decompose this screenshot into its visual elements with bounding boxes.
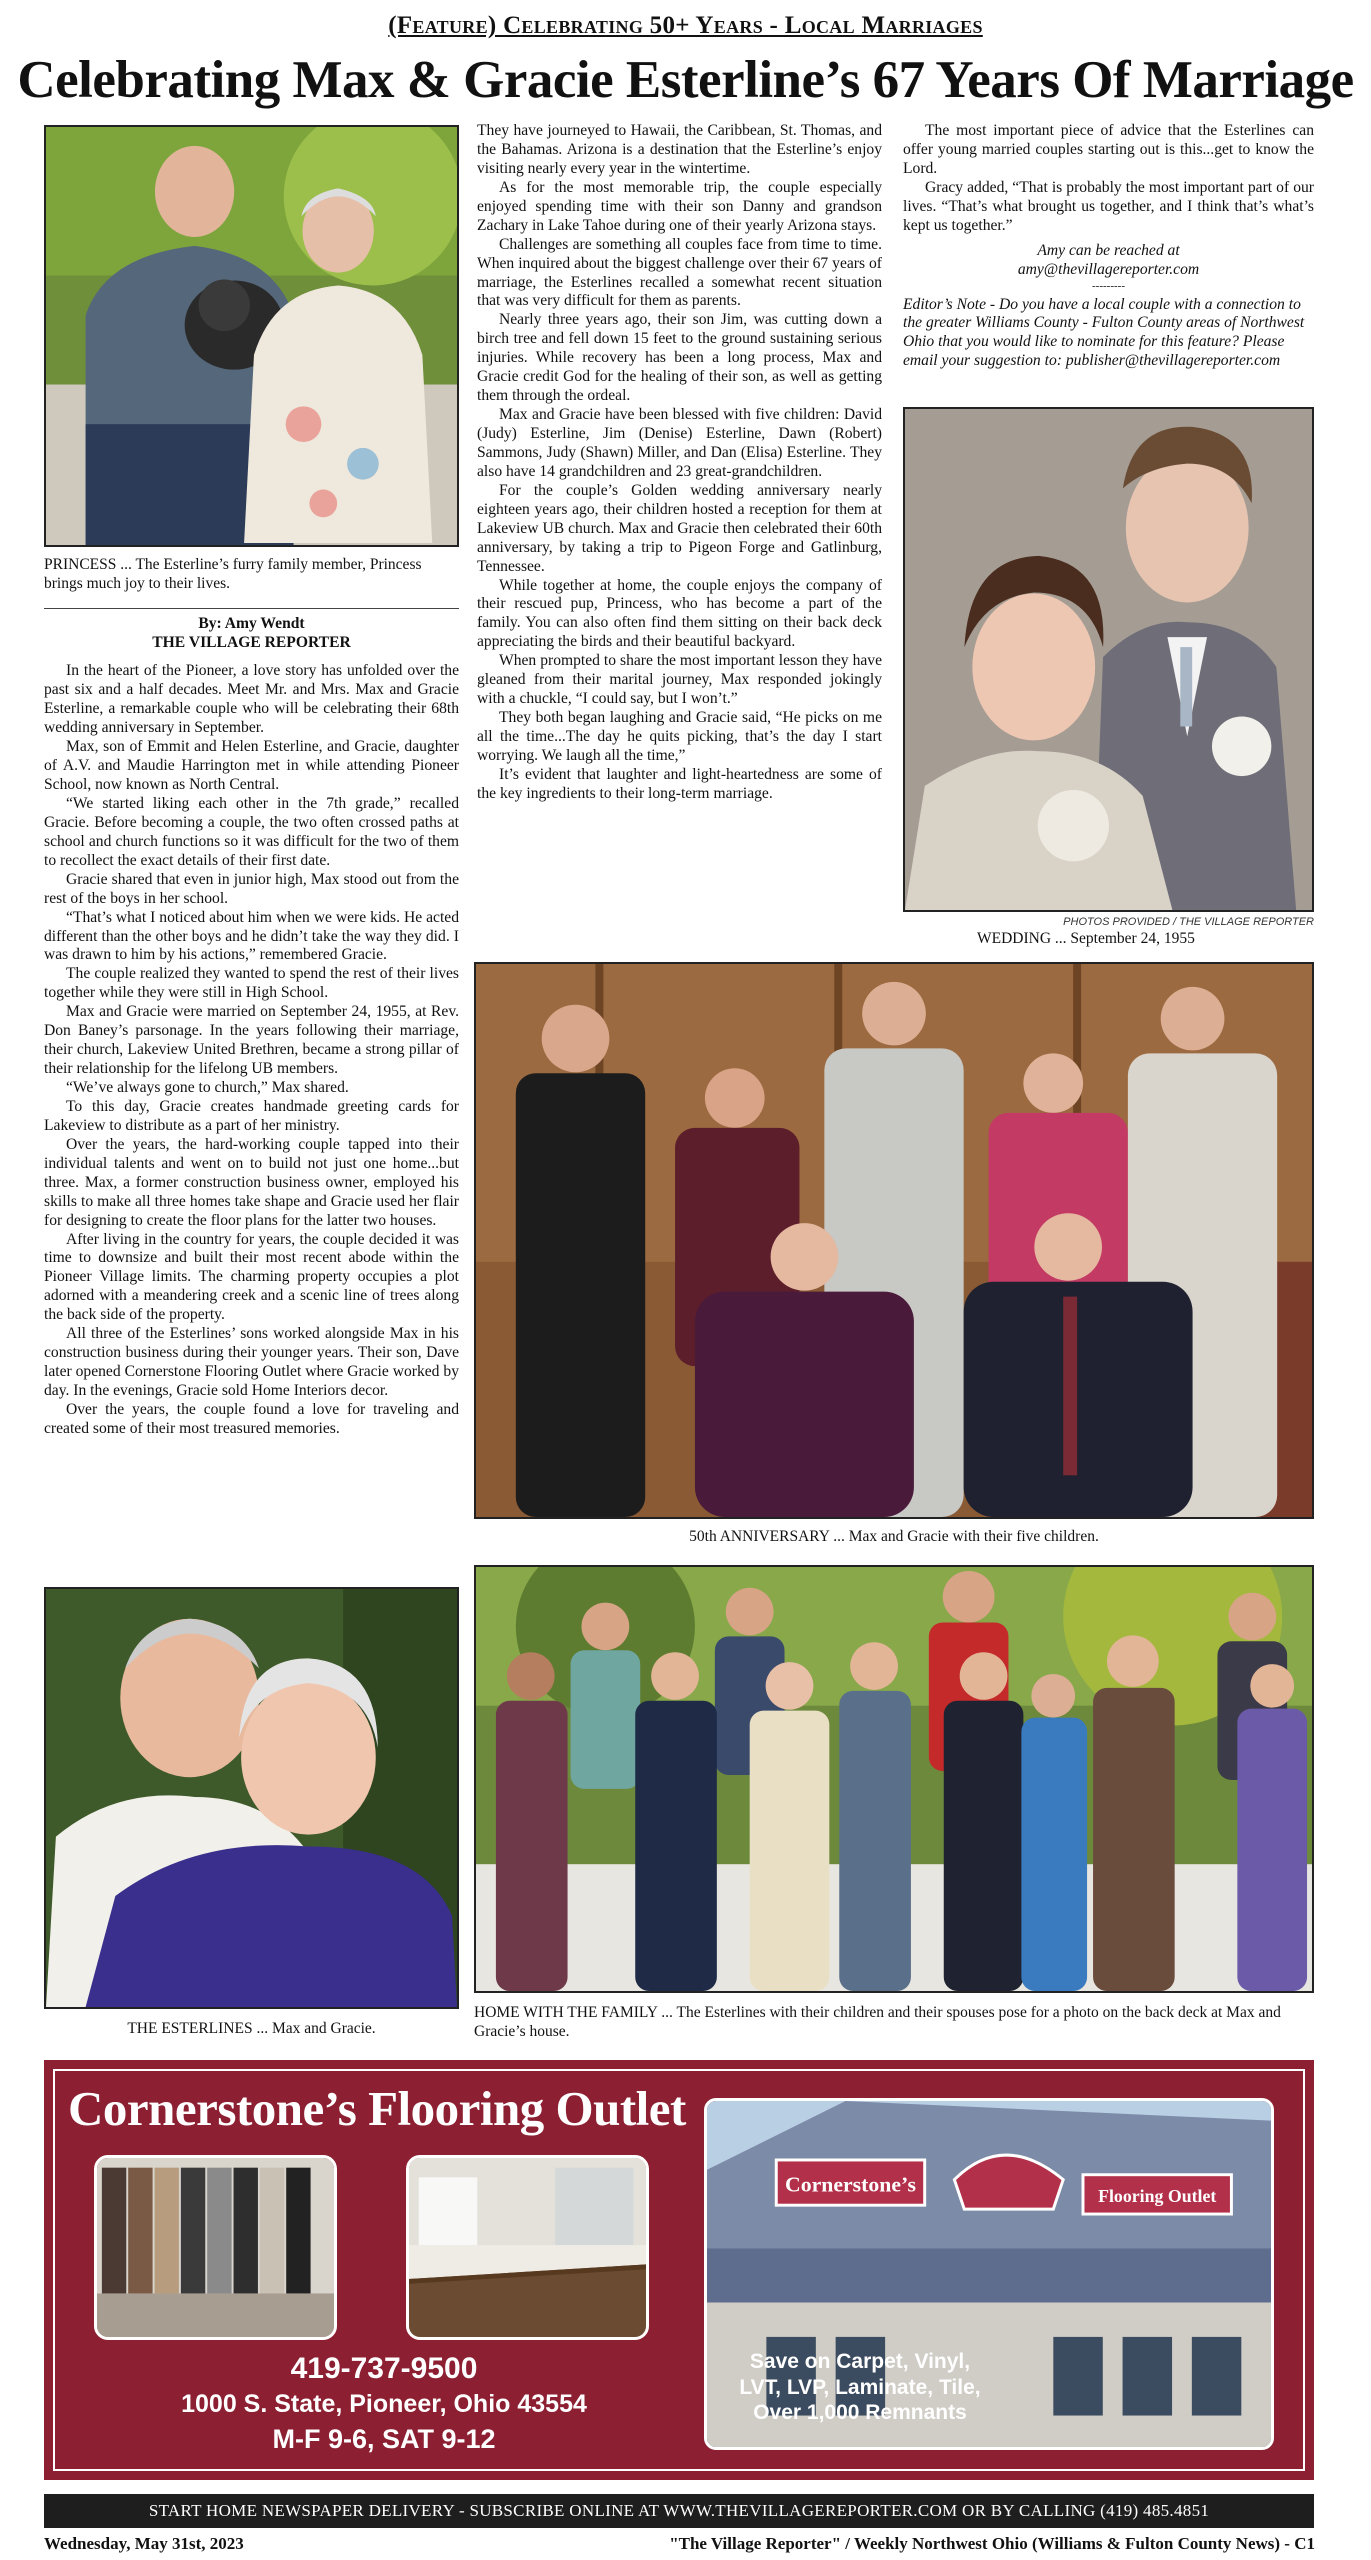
paragraph: The couple realized they wanted to spend the rest of their lives together while they were still in High School. bbox=[44, 965, 459, 1002]
paragraph: Challenges are something all couples face from time to time. When inquired about the biggest challenge over their 67 years of marriage, the Esterlines recalled a somewhat recent situation that was very difficult for them as parents. bbox=[477, 235, 882, 310]
kitchen-floor-image bbox=[406, 2155, 649, 2340]
paragraph: They both began laughing and Gracie said, “He picks on me all the time...The day he quits picking, that’s the day I start worrying. We laugh all the time,” bbox=[477, 709, 882, 764]
carpet-samples-image bbox=[94, 2155, 337, 2340]
paragraph: “We’ve always gone to church,” Max shared. bbox=[66, 1079, 349, 1097]
article-col-3 bbox=[903, 122, 1314, 371]
wedding-caption: WEDDING ... September 24, 1955 bbox=[977, 930, 1195, 947]
esterlines-photo bbox=[44, 1587, 459, 2009]
byline-author: By: Amy Wendt bbox=[198, 615, 305, 632]
sign-left-text: Cornerstone’s bbox=[785, 2172, 916, 2197]
feature-kicker: (Feature) Celebrating 50+ Years - Local Marriages bbox=[388, 12, 983, 39]
subscribe-banner[interactable]: START HOME NEWSPAPER DELIVERY - SUBSCRIBE ONLINE AT WWW.THEVILLAGEREPORTER.COM OR BY CALLING (419) 485.4851 bbox=[44, 2494, 1314, 2528]
paragraph: While together at home, the couple enjoys the company of their rescued pup, Princess, who has become a part of the family. You can also often find them sitting on their back deck appreciating the birds and their beautiful backyard. bbox=[477, 576, 882, 651]
paragraph: Max and Gracie have been blessed with five children: David (Judy) Esterline, Jim (Denise) Esterline, Dawn (Robert) Sammons, Judy (Shawn) Miller, and Dan (Elisa) Esterline. They also have 14 grandchildren and 23 great-grandchildren. bbox=[477, 406, 882, 480]
ad-promo: Save on Carpet, Vinyl, LVT, LVP, Laminate, Tile, Over 1,000 Remnants bbox=[739, 2350, 981, 2424]
paragraph: As for the most memorable trip, the couple especially enjoyed spending time with their son Danny and grandson Zachary in Lake Tahoe during one of their yearly Arizona stays. bbox=[477, 178, 882, 234]
separator: --------- bbox=[1092, 279, 1125, 292]
headline: Celebrating Max & Gracie Esterline’s 67 Years Of Marriage bbox=[17, 51, 1354, 109]
paragraph: In the heart of the Pioneer, a love story has unfolded over the past six and a half decades. Meet Mr. and Mrs. Max and Gracie Esterline, a remarkable couple who will be celebrating their 68th wedding anniversary in September. bbox=[44, 662, 459, 737]
cornerstone-ad[interactable] bbox=[44, 2060, 1314, 2480]
paragraph: Over the years, the couple found a love for traveling and created some of their most treasured memories. bbox=[44, 1400, 459, 1437]
paragraph: They have journeyed to Hawaii, the Caribbean, St. Thomas, and the Bahamas. Arizona is a destination that the Esterline’s enjoy visiting nearly every year in the wintertime. bbox=[477, 122, 882, 177]
publication-line: "The Village Reporter" / Weekly Northwest Ohio (Williams & Fulton County News) - C1 bbox=[669, 2534, 1315, 2553]
ad-phone[interactable]: 419-737-9500 bbox=[290, 2352, 478, 2385]
paragraph: “That’s what I noticed about him when we were kids. He acted different than the other boys and he didn’t take the way they did. I was drawn to him by his actions,” remembered Gracie. bbox=[44, 908, 459, 964]
paragraph: The most important piece of advice that the Esterlines can offer young married couples starting out is this...get to know the Lord. bbox=[903, 122, 1314, 177]
paragraph: All three of the Esterlines’ sons worked alongside Max in his construction business during their younger years. Their son, Dave later opened Cornerstone Flooring Outlet where Gracie worked by day. In the evenings, Gracie sold Home Interiors decor. bbox=[44, 1325, 459, 1400]
paragraph: For the couple’s Golden wedding anniversary nearly eighteen years ago, their children hosted a reception for them at Lakeview UB church. Max and Gracie then celebrated their 60th anniversary, by taking a trip to Pigeon Forge and Gatlinburg, Tennessee. bbox=[477, 481, 882, 575]
paragraph: “We started liking each other in the 7th grade,” recalled Gracie. Before becoming a couple, the two often crossed paths at school and church functions so it was difficult for the two of them to recollect the exact details of their first date. bbox=[44, 794, 459, 869]
caption-rule bbox=[44, 608, 459, 609]
paragraph: Nearly three years ago, their son Jim, was cutting down a birch tree and fell down 15 feet to the ground sustaining serious injuries. While recovery has been a long process, Max and Gracie credit God for the healing of their son, as well as getting them through the ordeal. bbox=[477, 311, 882, 405]
anniversary-photo bbox=[474, 962, 1314, 1519]
family-photo bbox=[474, 1565, 1314, 1993]
paragraph: To this day, Gracie creates handmade greeting cards for Lakeview to distribute as a part of her ministry. bbox=[44, 1097, 459, 1134]
article-col-1 bbox=[44, 615, 459, 1439]
ad-hours: M-F 9-6, SAT 9-12 bbox=[272, 2424, 496, 2454]
contact-line: Amy can be reached at bbox=[1037, 241, 1180, 259]
paragraph: It’s evident that laughter and light-heartedness are some of the key ingredients to their long-term marriage. bbox=[477, 765, 882, 802]
editors-note: Editor’s Note - Do you have a local couple with a connection to the greater Williams County - Fulton County areas of Northwest Ohio that you would like to nominate for this feature? Please email your suggestion to: publisher@thevillagereporter.com bbox=[903, 295, 1305, 370]
ad-address: 1000 S. State, Pioneer, Ohio 43554 bbox=[181, 2390, 587, 2418]
princess-photo bbox=[44, 125, 459, 547]
ad-title: Cornerstone’s Flooring Outlet bbox=[68, 2081, 686, 2136]
paragraph: After living in the country for years, the couple decided it was time to downsize and built their most recent abode within the Pioneer Village limits. The charming property occupies a plot adorned with a meandering creek and a scenic line of trees along the back side of the property. bbox=[44, 1230, 459, 1324]
princess-caption: PRINCESS ... The Esterline’s furry family member, Princess brings much joy to their lives. bbox=[44, 556, 422, 592]
paragraph: When prompted to share the most important lesson they have gleaned from their marital journey, Max responded jokingly with a chuckle, “I could say, but I won’t.” bbox=[477, 652, 882, 708]
photo-credit: PHOTOS PROVIDED / THE VILLAGE REPORTER bbox=[1063, 916, 1314, 928]
paragraph: Max, son of Emmit and Helen Esterline, and Gracie, daughter of A.V. and Maudie Harrington met in while attending Pioneer School, now known as North Central. bbox=[44, 738, 459, 794]
store-front-image bbox=[704, 2098, 1274, 2450]
paragraph: Gracie shared that even in junior high, Max stood out from the rest of the boys in her school. bbox=[44, 870, 459, 907]
family-caption: HOME WITH THE FAMILY ... The Esterlines with their children and their spouses pose for a photo on the back deck at Max and Gracie’s house. bbox=[474, 2004, 1281, 2040]
byline-outlet: THE VILLAGE REPORTER bbox=[152, 633, 351, 651]
sign-right-text: Flooring Outlet bbox=[1098, 2186, 1217, 2207]
paragraph: Max and Gracie were married on September 24, 1955, at Rev. Don Baney’s parsonage. In the years following their marriage, their church, Lakeview United Brethren, became a strong pillar of their relationship for the lifelong UB members. bbox=[44, 1003, 459, 1078]
article-col-2 bbox=[477, 122, 882, 804]
issue-date: Wednesday, May 31st, 2023 bbox=[44, 2534, 244, 2553]
esterlines-caption: THE ESTERLINES ... Max and Gracie. bbox=[127, 2020, 376, 2037]
paragraph: Gracy added, “That is probably the most important part of our lives. “That’s what brought us together, and I think that’s what’s kept us together.” bbox=[903, 178, 1314, 234]
paragraph: Over the years, the hard-working couple tapped into their individual talents and went on to build not just one home...but three. Max, a former construction business owner, employed his skills to make all three homes take shape and Gracie used her flair for designing to create the floor plans for the latter two houses. bbox=[44, 1135, 459, 1229]
wedding-photo bbox=[903, 407, 1314, 912]
contact-email: amy@thevillagereporter.com bbox=[1017, 260, 1200, 278]
anniversary-caption: 50th ANNIVERSARY ... Max and Gracie with their five children. bbox=[689, 1528, 1099, 1545]
